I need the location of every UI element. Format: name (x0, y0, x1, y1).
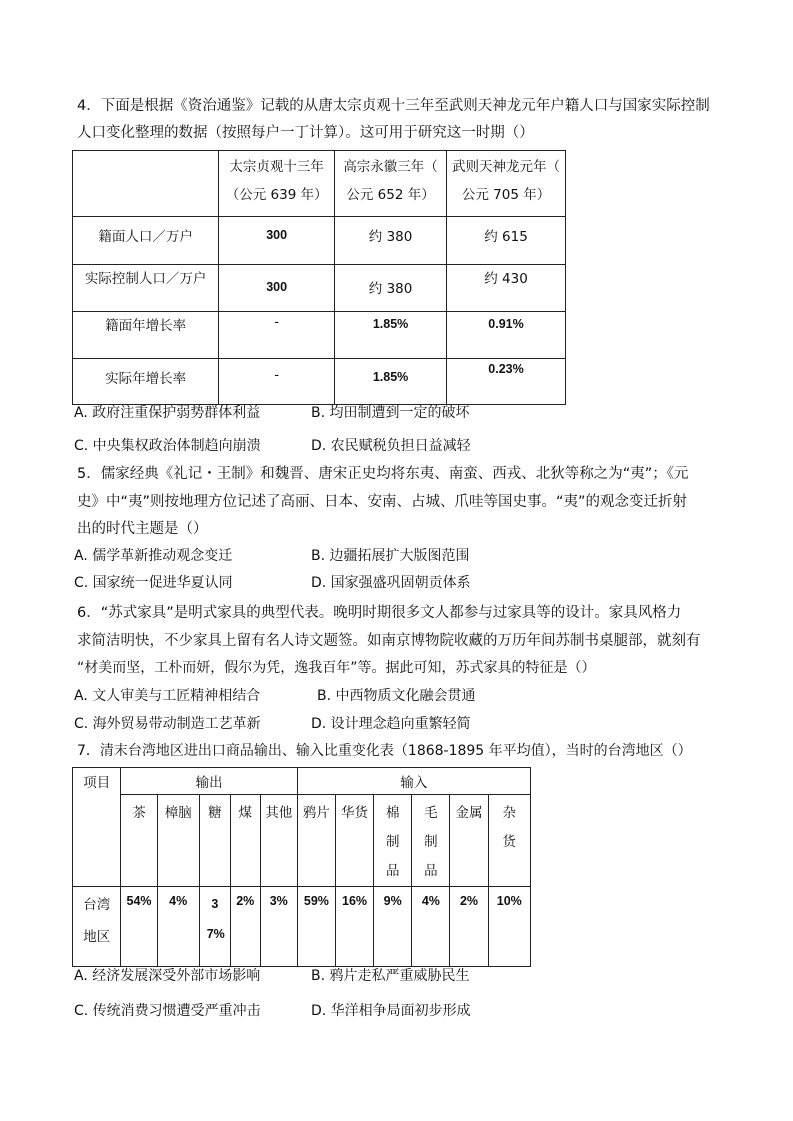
q7-import-value: 59% (303, 894, 329, 908)
q7-option-b[interactable]: B. 鸦片走私严重威胁民生 (311, 968, 470, 984)
q4-cell: 约 615 (484, 229, 528, 245)
q4-table-corner (73, 151, 219, 217)
q4-header-col3-line1: 武则天神龙元年（ (452, 159, 561, 175)
q7-import-value: 10% (496, 894, 522, 908)
q6-stem-line3: “材美而坚，工朴而妍，假尔为凭，逸我百年”等。据此可知，苏式家具的特征是（） (77, 660, 596, 676)
q7-import-value: 4% (421, 894, 440, 908)
q7-export-value: 3% (269, 894, 288, 908)
q4-cell: 1.85% (372, 370, 409, 384)
q4-table-row (73, 217, 566, 265)
q6-option-d[interactable]: D. 设计理念趋向重繁轻简 (311, 716, 471, 732)
q4-cell: - (274, 314, 280, 330)
q7-import-item: 金属 (450, 795, 488, 887)
q7-import-value: 9% (383, 894, 402, 908)
q4-cell: 300 (266, 280, 288, 294)
q4-option-c[interactable]: C. 中央集权政治体制趋向崩溃 (74, 438, 261, 454)
q7-import-header: 输入 (297, 768, 530, 795)
q6-option-a[interactable]: A. 文人审美与工匠精神相结合 (74, 688, 261, 704)
q7-export-item: 樟脑 (157, 795, 199, 887)
q7-import-item: 华货 (335, 795, 373, 887)
q7-export-item: 其他 (260, 795, 297, 887)
q7-option-a[interactable]: A. 经济发展深受外部市场影响 (74, 968, 261, 984)
q4-header-col1-line1: 太宗贞观十三年 (229, 159, 324, 175)
q7-row-label: 台湾地区 (83, 897, 111, 945)
q7-import-value: 2% (459, 894, 479, 908)
q6-option-b[interactable]: B. 中西物质文化融会贯通 (317, 688, 476, 704)
q4-row-label: 实际控制人口／万户 (73, 265, 219, 312)
q5-option-a[interactable]: A. 儒学革新推动观念变迁 (74, 548, 233, 564)
q4-table-row (73, 359, 566, 405)
q7-import-item: 鸦片 (297, 795, 335, 887)
q7-option-d[interactable]: D. 华洋相争局面初步形成 (311, 1003, 471, 1019)
q4-option-a[interactable]: A. 政府注重保护弱势群体利益 (74, 405, 261, 421)
q4-header-col3-line2: 公元 705 年） (461, 187, 551, 203)
q5-stem-line1: 5．儒家经典《礼记・王制》和魏晋、唐宋正史均将东夷、南蛮、西戎、北狄等称之为“夷”；《元 (77, 466, 689, 482)
q6-option-c[interactable]: C. 海外贸易带动制造工艺革新 (74, 716, 261, 732)
q6-stem-line1: 6．“苏式家具”是明式家具的典型代表。晚明时期很多文人都参与过家具等的设计。家具风格力 (77, 605, 682, 621)
q7-export-value: 37% (206, 897, 225, 941)
q7-item-header: 项目 (73, 768, 121, 887)
q4-row-label: 籍面年增长率 (73, 312, 219, 359)
q5-option-d[interactable]: D. 国家强盛巩固朝贡体系 (311, 575, 471, 591)
q5-stem-line3: 出的时代主题是（） (77, 521, 208, 537)
q4-header-col3 (447, 151, 566, 217)
q4-table-row (73, 312, 566, 359)
q4-row-label: 籍面人口／万户 (73, 217, 219, 265)
q7-import-item: 杂货 (502, 805, 517, 850)
q4-data-table (72, 150, 566, 405)
q4-header-col2-line1: 高宗永徽三年（ (343, 159, 438, 175)
q4-cell: 1.85% (372, 317, 409, 331)
q4-stem-line1: 4．下面是根据《资治通鉴》记载的从唐太宗贞观十三年至武则天神龙元年户籍人口与国家实际控制 (77, 98, 710, 114)
q5-option-b[interactable]: B. 边疆拓展扩大版图范围 (311, 548, 470, 564)
q7-export-header: 输出 (121, 768, 297, 795)
q7-export-item: 糖 (199, 795, 230, 887)
q7-export-item: 茶 (121, 795, 157, 887)
q7-export-value: 54% (126, 894, 152, 908)
q4-cell: 约 380 (368, 229, 413, 245)
q4-cell: - (274, 367, 280, 383)
q4-option-b[interactable]: B. 均田制遭到一定的破坏 (311, 405, 470, 421)
q4-option-d[interactable]: D. 农民赋税负担日益减轻 (311, 438, 471, 454)
q5-option-c[interactable]: C. 国家统一促进华夏认同 (74, 575, 233, 591)
q4-table-row (73, 265, 566, 312)
q4-header-col1 (219, 151, 335, 217)
q4-cell: 0.91% (488, 317, 524, 331)
q6-stem-line2: 求简洁明快，不少家具上留有名人诗文题签。如南京博物院收藏的万历年间苏制书桌腿部，就刻有 (77, 633, 701, 649)
q4-cell: 300 (266, 228, 288, 242)
q4-stem-line2: 人口变化整理的数据（按照每户一丁计算）。这可用于研究这一时期（） (77, 125, 534, 141)
q4-cell: 约 430 (484, 271, 528, 287)
q7-stem-line1: 7．清末台湾地区进出口商品输出、输入比重变化表（1868-1895 年平均值），当时的台湾地区（） (77, 743, 692, 759)
q4-row-label: 实际年增长率 (73, 359, 219, 405)
q7-import-item: 毛制品 (424, 805, 438, 879)
q7-trade-table (72, 767, 531, 967)
q4-cell: 0.23% (488, 362, 524, 376)
q7-option-c[interactable]: C. 传统消费习惯遭受严重冲击 (74, 1003, 261, 1019)
q4-header-col2 (335, 151, 447, 217)
q4-cell: 约 380 (368, 281, 413, 297)
q5-stem-line2: 史》中“夷”则按地理方位记述了高丽、日本、安南、占城、爪哇等国史事。“夷”的观念变迁折射 (77, 494, 688, 510)
q7-export-value: 4% (169, 894, 188, 908)
q7-import-item: 棉制品 (385, 805, 400, 879)
q4-header-col1-line2: （公元 639 年） (225, 187, 328, 203)
q7-import-value: 16% (342, 894, 368, 908)
q4-header-col2-line2: 公元 652 年） (346, 187, 435, 203)
q7-export-value: 2% (236, 894, 255, 908)
q7-export-item: 煤 (230, 795, 260, 887)
